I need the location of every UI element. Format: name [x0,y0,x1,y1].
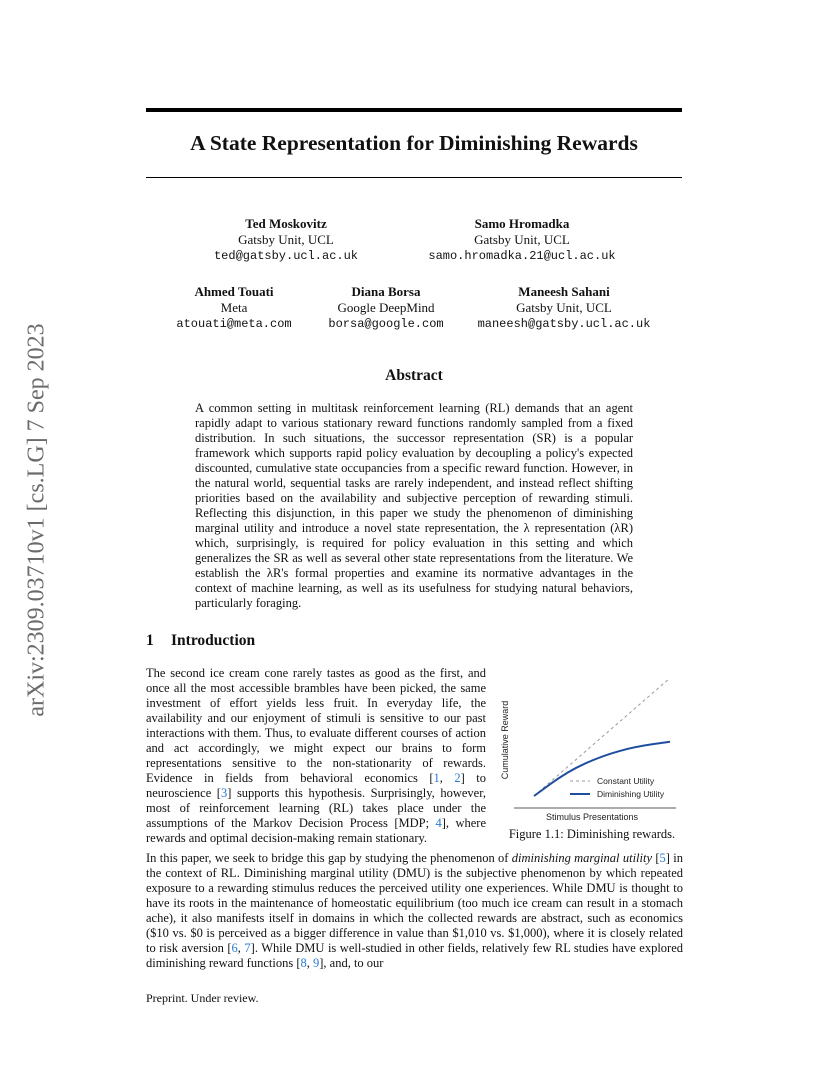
citation-link[interactable]: 3 [220,786,228,800]
author-affiliation: Google DeepMind [337,300,435,315]
section-title: Introduction [171,632,256,649]
author-affiliation: Gatsby Unit, UCL [238,232,334,247]
author-name: Samo Hromadka [474,216,570,231]
citation-link[interactable]: 4 [435,816,442,830]
intro-paragraph-2 [146,851,683,971]
y-axis-label: Cumulative Reward [500,700,510,780]
legend-label-constant: Constant Utility [597,776,655,786]
intro-text: ], where rewards and optimal decision-making remain stationary. [146,816,486,845]
legend-label-diminishing: Diminishing Utility [597,789,665,799]
author-block [204,216,368,264]
author-email: borsa@google.com [328,317,444,331]
paper-title: A State Representation for Diminishing Rewards [190,131,638,155]
author-affiliation: Meta [220,300,248,315]
author-email: ted@gatsby.ucl.ac.uk [213,249,359,263]
diminishing-utility-line [534,742,670,796]
author-email: atouati@meta.com [176,317,292,331]
section-heading [146,632,255,650]
author-email: samo.hromadka.21@ucl.ac.uk [428,249,616,263]
figure-caption: Figure 1.1: Diminishing rewards. [508,827,676,841]
intro-text: , [306,956,313,970]
intro-text: In this paper, we seek to bridge this gap by studying the phenomenon of [146,851,512,865]
intro-text: [ [652,851,660,865]
diminishing-rewards-figure [494,668,684,826]
intro-text: The second ice cream cone rarely tastes as good as the first, and once all the most accessible brambles have been picked, the same investment of effort yields less fruit. In everyday life, the availability and our enjoyment of stimuli is sensitive to our past interactions with them. Thus, to evaluate different courses of action and act accordingly, we might expect our brains to form representations sensitive to the non-stationarity of rewards. Evidence in fields from behavioral economics [ [146,666,486,785]
author-name: Maneesh Sahani [518,284,610,299]
x-axis-label: Stimulus Presentations [545,812,639,822]
title-bottom-rule [146,177,682,178]
citation-link[interactable]: 2 [454,771,461,785]
intro-text: ], and, to our [319,956,384,970]
intro-paragraph [146,666,486,846]
intro-text: ] to neuroscience [ [146,771,487,800]
citation-link[interactable]: 7 [244,941,251,955]
footer-note: Preprint. Under review. [146,991,259,1005]
emphasis-text: diminishing marginal utility [511,851,653,865]
intro-text: , [237,941,245,955]
citation-link[interactable]: 5 [659,851,666,865]
section-number: 1 [146,632,154,649]
author-name: Ted Moskovitz [245,216,327,231]
intro-text: ] in the context of RL. Diminishing marginal utility (DMU) is the subjective phenomenon by which repeated exposure to a rewarding stimulus reduces the perceived utility one experiences. While DMU is thought to have its roots in the maintenance of homeostatic equilibrium (too much ice cream can result in a stomach ache), it also manifests itself in domains in which the collected rewards are abstract, such as economics ($10 vs. $0 is perceived as a bigger difference in value than $1,010 vs. $1,000), where it is closely related to risk aversion [ [146,851,683,955]
citation-link[interactable]: 9 [313,956,320,970]
citation-link[interactable]: 6 [231,941,238,955]
author-affiliation: Gatsby Unit, UCL [474,232,570,247]
intro-text: , [439,771,455,785]
author-block [167,284,301,332]
author-name: Ahmed Touati [194,284,274,299]
author-block [318,284,454,332]
author-block [422,216,622,264]
abstract-heading: Abstract [385,367,443,384]
intro-text: ] supports this hypothesis. Surprisingly, however, most of reinforcement learning (RL) takes place under the assumptions of the Markov Decision Process [MDP; [146,786,486,830]
author-email: maneesh@gatsby.ucl.ac.uk [477,317,651,331]
arxiv-sidebar-stamp: arXiv:2309.03710v1 [cs.LG] 7 Sep 2023 [23,323,50,717]
author-name: Diana Borsa [351,284,421,299]
intro-text: ]. While DMU is well-studied in other fields, relatively few RL studies have explored diminishing reward functions [ [146,941,684,970]
author-block [472,284,656,332]
title-top-rule [146,108,682,112]
abstract-text: A common setting in multitask reinforcement learning (RL) demands that an agent rapidly adapt to various stationary reward functions randomly sampled from a fixed distribution. In such situations, the successor representation (SR) is a popular framework which supports rapid policy evaluation by decoupling a policy's expected discounted, cumulative state occupancies from a specific reward function. However, in the natural world, sequential tasks are rarely independent, and instead reflect shifting priorities based on the availability and subjective perception of rewarding stimuli. Reflecting this disjunction, in this paper we study the phenomenon of diminishing marginal utility and introduce a novel state representation, the λ representation (λR) which, surprisingly, is required for policy evaluation in this setting and which generalizes the SR as well as several other state representations from the literature. We establish the λR's formal properties and examine its normative advantages in the context of machine learning, as well as its usefulness for studying natural behaviors, particularly foraging. [195,401,633,610]
citation-link[interactable]: 1 [433,771,440,785]
citation-link[interactable]: 8 [300,956,307,970]
author-affiliation: Gatsby Unit, UCL [516,300,612,315]
